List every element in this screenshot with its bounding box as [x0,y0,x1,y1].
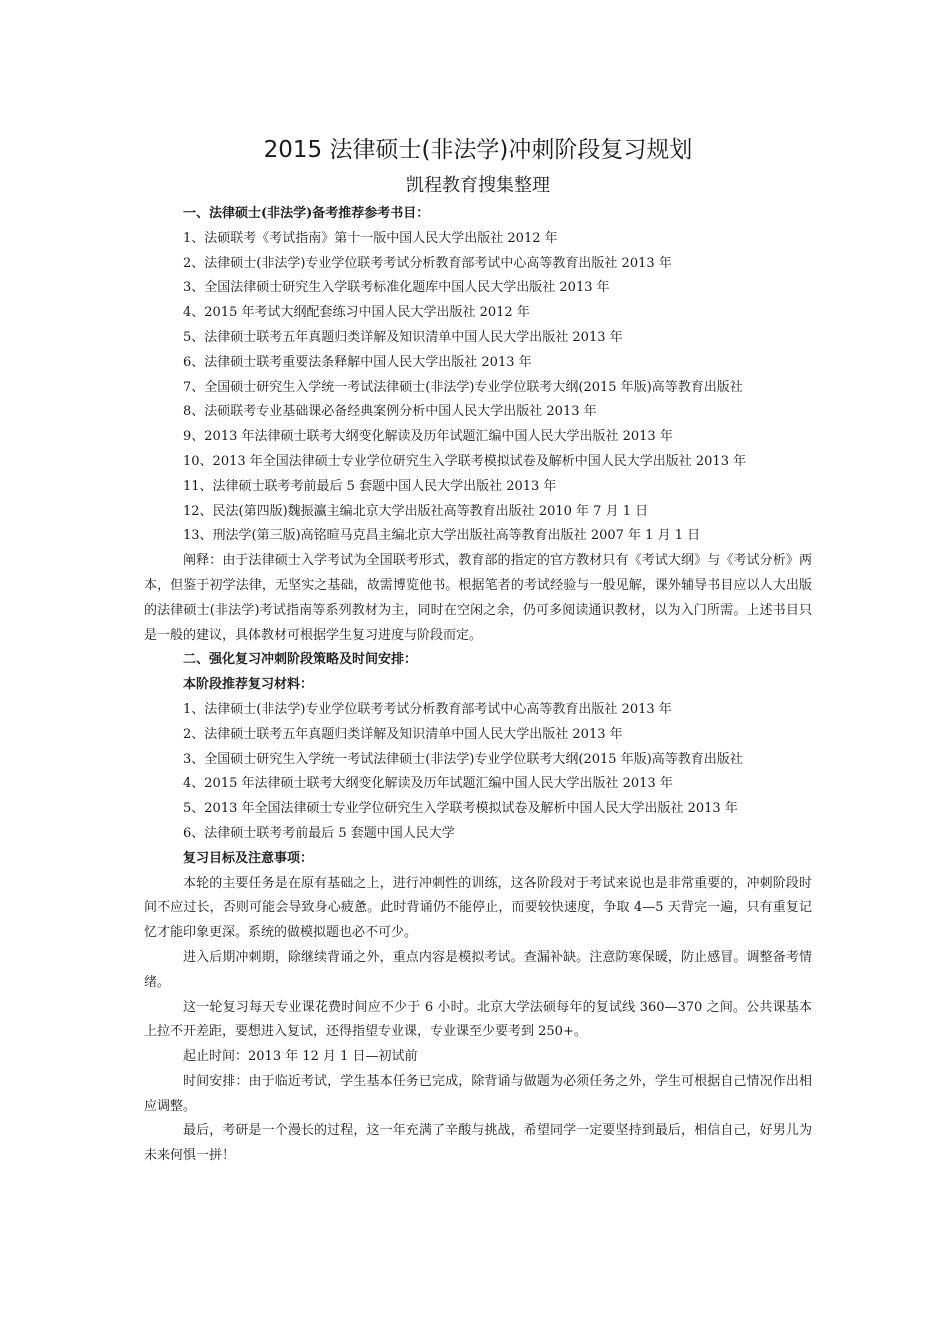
body-paragraph: 时间安排：由于临近考试，学生基本任务已完成，除背诵与做题为必须任务之外，学生可根据自己情况作出相应调整。 [144,1073,812,1114]
material-list-item: 2、法律硕士联考五年真题归类详解及知识清单中国人民大学出版社 2013 年 [183,726,623,742]
document-page [144,132,812,1169]
book-list-item: 9、2013 年法律硕士联考大纲变化解读及历年试题汇编中国人民大学出版社 2013 年 [183,429,673,445]
book-list-item: 12、民法(第四版)魏振瀛主编北京大学出版社高等教育出版社 2010 年 7 月 1 日 [183,503,649,519]
book-list-item: 1、法硕联考《考试指南》第十一版中国人民大学出版社 2012 年 [183,230,558,246]
book-list-item: 6、法律硕士联考重要法条释解中国人民大学出版社 2013 年 [183,354,532,370]
book-list-item: 3、全国法律硕士研究生入学联考标准化题库中国人民大学出版社 2013 年 [183,280,610,296]
body-paragraph: 起止时间：2013 年 12 月 1 日—初试前 [183,1049,418,1065]
section2-heading: 二、强化复习冲刺阶段策略及时间安排： [183,652,418,668]
material-list-item: 4、2015 年法律硕士联考大纲变化解读及历年试题汇编中国人民大学出版社 2013 年 [183,776,673,792]
book-list-item: 7、全国硕士研究生入学统一考试法律硕士(非法学)专业学位联考大纲(2015 年版)高等教育出版社 [183,379,743,395]
material-list-item: 5、2013 年全国法律硕士专业学位研究生入学联考模拟试卷及解析中国人民大学出版社 2013 年 [183,801,738,817]
document-title: 2015 法律硕士(非法学)冲刺阶段复习规划 [263,137,693,163]
material-list-item: 3、全国硕士研究生入学统一考试法律硕士(非法学)专业学位联考大纲(2015 年版)高等教育出版社 [183,751,743,767]
materials-heading: 本阶段推荐复习材料： [183,677,314,693]
book-list-item: 8、法硕联考专业基础课必备经典案例分析中国人民大学出版社 2013 年 [183,404,597,420]
material-list-item: 1、法律硕士(非法学)专业学位联考考试分析教育部考试中心高等教育出版社 2013 年 [183,701,672,717]
goals-heading: 复习目标及注意事项： [183,850,314,866]
book-list-item: 5、法律硕士联考五年真题归类详解及知识清单中国人民大学出版社 2013 年 [183,329,623,345]
body-paragraph: 进入后期冲刺期，除继续背诵之外，重点内容是模拟考试。查漏补缺。注意防寒保暖，防止感冒。调整备考情绪。 [144,949,812,990]
body-paragraph: 本轮的主要任务是在原有基础之上，进行冲刺性的训练，这各阶段对于考试来说也是非常重要的，冲刺阶段时间不应过长，否则可能会导致身心疲惫。此时背诵仍不能停止，而要较快速度，争取 4—5 天背完一遍，只有重复记忆才能印象更深。系统的做模拟题也必不可少。 [144,875,812,941]
book-list-item: 13、刑法学(第三版)高铭暄马克昌主编北京大学出版社高等教育出版社 2007 年 1 月 1 日 [183,528,701,544]
book-list-item: 4、2015 年考试大纲配套练习中国人民大学出版社 2012 年 [183,305,530,321]
book-list-item: 2、法律硕士(非法学)专业学位联考考试分析教育部考试中心高等教育出版社 2013 年 [183,255,672,271]
body-paragraph: 最后，考研是一个漫长的过程，这一年充满了辛酸与挑战，希望同学一定要坚持到最后，相信自己，好男儿为未来何惧一拼！ [144,1123,812,1164]
body-paragraph: 这一轮复习每天专业课花费时间应不少于 6 小时。北京大学法硕每年的复试线 360—370 之间。公共课基本上拉不开差距，要想进入复试，还得指望专业课，专业课至少要考到 250+。 [144,999,812,1040]
book-list-item: 11、法律硕士联考考前最后 5 套题中国人民大学出版社 2013 年 [183,478,557,494]
book-list-item: 10、2013 年全国法律硕士专业学位研究生入学联考模拟试卷及解析中国人民大学出版社 2013 年 [183,453,747,469]
material-list-item: 6、法律硕士联考考前最后 5 套题中国人民大学 [183,825,455,841]
document-subtitle: 凯程教育搜集整理 [406,175,550,196]
section1-note: 阐释：由于法律硕士入学考试为全国联考形式，教育部的指定的官方教材只有《考试大纲》与《考试分析》两本，但鉴于初学法律，无坚实之基础，故需博览他书。根据笔者的考试经验与一般见解，课外辅导书目应以人大出版的法律硕士(非法学)考试指南等系列教材为主，同时在空闲之余，仍可多阅读通识教材，以为入门所需。上述书目只是一般的建议，具体教材可根据学生复习进度与阶段而定。 [144,553,812,643]
section1-heading: 一、法律硕士(非法学)备考推荐参考书目： [183,206,430,221]
